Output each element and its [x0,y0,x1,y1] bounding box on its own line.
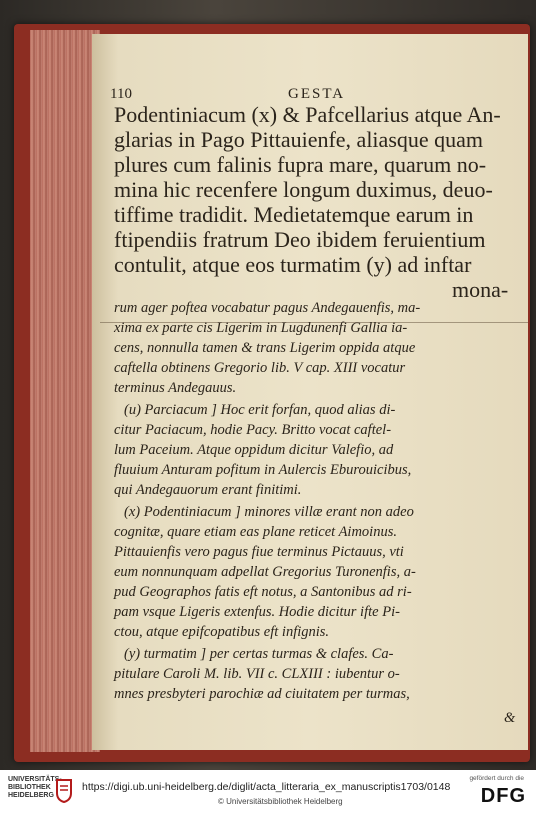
note-line: pam vsque Ligeris extenfus. Hodie dicitur ifte Pi- [114,604,400,620]
library-emblem-icon [54,778,74,804]
main-line: plures cum falinis fupra mare, quarum no- [114,152,487,177]
main-line: tiffime tradidit. Medietatemque earum in [114,202,474,227]
main-line: contulit, atque eos turmatim (y) ad inftar [114,252,472,277]
dfg-logo[interactable]: DFG [480,785,526,807]
note-line: qui Andegauorum erant finitimi. [114,482,302,498]
note-line: pud Geographos fatis eft notus, a Santonibus ad ri- [114,584,412,600]
note-line: cens, nonnulla tamen & trans Ligerim oppida atque [114,340,416,356]
book-page [92,34,528,750]
note-line: fluuium Anturam pofitum in Aulercis Eburouicibus, [114,462,412,478]
note-line: pitulare Caroli M. lib. VII c. CLXIII : iubentur o- [114,666,400,682]
main-line: Podentiniacum (x) & Pafcellarius atque An- [114,102,501,127]
note-line: ctou, atque epifcopatibus eft infignis. [114,624,330,640]
note-line: cognitæ, quare etiam eas plane reticet Aimoinus. [114,524,397,540]
note-line: (y) turmatim ] per certas turmas & clafes. Ca- [124,646,394,662]
main-line: mina hic recenfere longum duximus, deuo- [114,177,493,202]
note-line: eum nonnunquam adpellat Gregorius Turonenfis, a- [114,564,416,580]
catchword: mona- [452,277,509,302]
viewer-footer [0,770,536,813]
page-edges [30,30,100,752]
page-number: 110 [110,86,132,102]
catchword: & [504,710,516,726]
funded-by-label: gefördert durch die [469,775,524,782]
running-head: GESTA [288,86,346,102]
note-line: lum Paceium. Atque oppidum dicitur Valefio, ad [114,442,394,458]
note-line: citur Paciacum, hodie Pacy. Britto vocat caftel- [114,422,392,438]
note-line: (u) Parciacum ] Hoc erit forfan, quod alias di- [124,402,396,418]
note-line: terminus Andegauus. [114,380,237,396]
main-line: ftipendiis fratrum Deo ibidem feruientium [114,227,486,252]
note-line: caftella obtinens Gregorio lib. V cap. XIII vocatur [114,360,406,376]
note-line: (x) Podentiniacum ] minores villæ erant non adeo [124,504,414,520]
note-line: Pittauienfis vero pagus fiue terminus Pictauus, vti [114,544,404,560]
permalink-url[interactable]: https://digi.ub.uni-heidelberg.de/diglit/acta_litteraria_ex_manuscriptis1703/0148 [82,781,451,793]
note-line: xima ex parte cis Ligerim in Lugdunenfi Gallia ia- [114,320,408,336]
library-logo[interactable]: UNIVERSITÄTS- BIBLIOTHEK HEIDELBERG [8,776,62,799]
copyright-notice: © Universitätsbibliothek Heidelberg [218,797,343,806]
note-line: mnes presbyteri parochiæ ad ciuitatem per turmas, [114,686,410,702]
main-line: glarias in Pago Pittauienfe, aliasque quam [114,127,484,152]
note-line: rum ager poftea vocabatur pagus Andegauenfis, ma- [114,300,421,316]
